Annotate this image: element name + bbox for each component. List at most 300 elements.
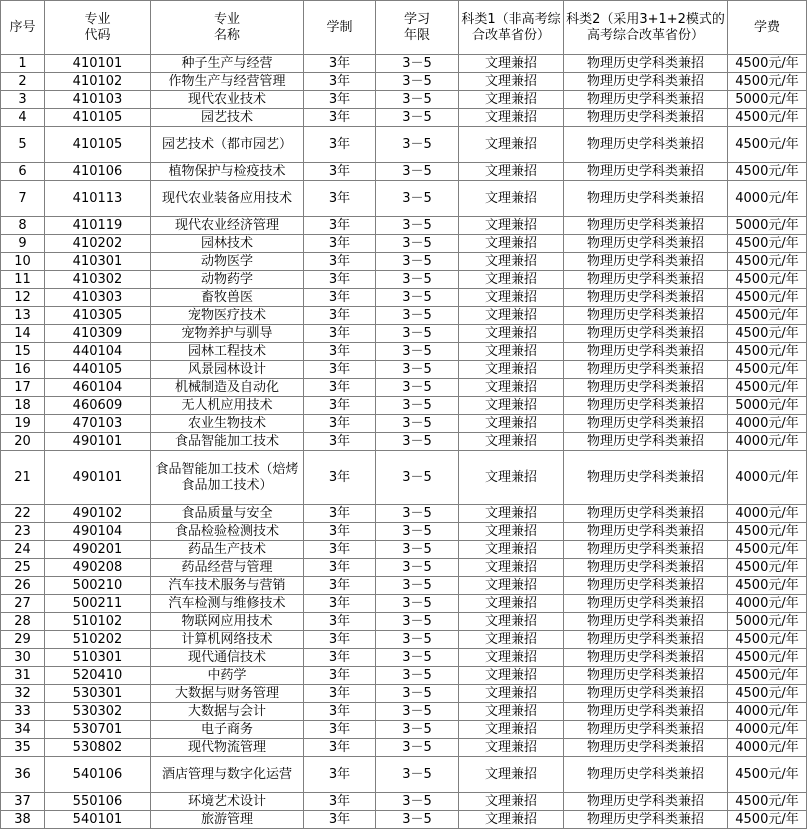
cell-years: 3－5 xyxy=(376,181,459,217)
cell-fee: 4000元/年 xyxy=(728,703,807,721)
table-row xyxy=(1,433,807,451)
cell-category-2: 物理历史学科类兼招 xyxy=(564,793,728,811)
cell-system: 3年 xyxy=(304,685,376,703)
cell-seq: 20 xyxy=(1,433,45,451)
cell-years: 3－5 xyxy=(376,523,459,541)
cell-name: 食品检验检测技术 xyxy=(151,523,304,541)
cell-code: 490104 xyxy=(45,523,151,541)
cell-system: 3年 xyxy=(304,739,376,757)
table-row xyxy=(1,289,807,307)
cell-years: 3－5 xyxy=(376,451,459,505)
cell-fee: 4000元/年 xyxy=(728,739,807,757)
cell-seq: 11 xyxy=(1,271,45,289)
cell-category-2: 物理历史学科类兼招 xyxy=(564,541,728,559)
header-name: 专业 名称 xyxy=(151,1,304,55)
cell-category-1: 文理兼招 xyxy=(459,721,564,739)
cell-name: 风景园林设计 xyxy=(151,361,304,379)
cell-category-2: 物理历史学科类兼招 xyxy=(564,55,728,73)
header-system: 学制 xyxy=(304,1,376,55)
cell-category-1: 文理兼招 xyxy=(459,541,564,559)
header-category-1: 科类1（非高考综合改革省份） xyxy=(459,1,564,55)
cell-fee: 4500元/年 xyxy=(728,325,807,343)
table-row xyxy=(1,577,807,595)
cell-category-1: 文理兼招 xyxy=(459,631,564,649)
cell-category-1: 文理兼招 xyxy=(459,109,564,127)
cell-system: 3年 xyxy=(304,595,376,613)
cell-code: 410105 xyxy=(45,109,151,127)
cell-category-2: 物理历史学科类兼招 xyxy=(564,595,728,613)
cell-name: 大数据与财务管理 xyxy=(151,685,304,703)
cell-fee: 4500元/年 xyxy=(728,55,807,73)
cell-years: 3－5 xyxy=(376,361,459,379)
cell-name: 计算机网络技术 xyxy=(151,631,304,649)
cell-years: 3－5 xyxy=(376,163,459,181)
cell-code: 410101 xyxy=(45,55,151,73)
cell-category-1: 文理兼招 xyxy=(459,739,564,757)
cell-code: 490101 xyxy=(45,451,151,505)
table-row xyxy=(1,55,807,73)
cell-system: 3年 xyxy=(304,541,376,559)
cell-system: 3年 xyxy=(304,559,376,577)
cell-code: 510301 xyxy=(45,649,151,667)
cell-years: 3－5 xyxy=(376,253,459,271)
cell-name: 无人机应用技术 xyxy=(151,397,304,415)
cell-fee: 4000元/年 xyxy=(728,721,807,739)
cell-name: 中药学 xyxy=(151,667,304,685)
cell-name: 种子生产与经营 xyxy=(151,55,304,73)
cell-fee: 4500元/年 xyxy=(728,235,807,253)
cell-years: 3－5 xyxy=(376,433,459,451)
cell-system: 3年 xyxy=(304,325,376,343)
cell-seq: 26 xyxy=(1,577,45,595)
cell-code: 410103 xyxy=(45,91,151,109)
cell-fee: 4000元/年 xyxy=(728,595,807,613)
cell-system: 3年 xyxy=(304,253,376,271)
table-row xyxy=(1,793,807,811)
cell-seq: 28 xyxy=(1,613,45,631)
cell-name: 动物医学 xyxy=(151,253,304,271)
cell-category-2: 物理历史学科类兼招 xyxy=(564,271,728,289)
cell-fee: 4500元/年 xyxy=(728,127,807,163)
cell-category-1: 文理兼招 xyxy=(459,433,564,451)
cell-system: 3年 xyxy=(304,379,376,397)
cell-seq: 19 xyxy=(1,415,45,433)
cell-category-2: 物理历史学科类兼招 xyxy=(564,361,728,379)
cell-name: 园艺技术 xyxy=(151,109,304,127)
cell-system: 3年 xyxy=(304,217,376,235)
cell-category-1: 文理兼招 xyxy=(459,307,564,325)
cell-name: 物联网应用技术 xyxy=(151,613,304,631)
cell-category-2: 物理历史学科类兼招 xyxy=(564,721,728,739)
cell-system: 3年 xyxy=(304,73,376,91)
cell-name: 植物保护与检疫技术 xyxy=(151,163,304,181)
cell-seq: 16 xyxy=(1,361,45,379)
cell-fee: 4500元/年 xyxy=(728,163,807,181)
cell-category-1: 文理兼招 xyxy=(459,55,564,73)
cell-name: 食品智能加工技术 xyxy=(151,433,304,451)
cell-category-1: 文理兼招 xyxy=(459,91,564,109)
cell-category-1: 文理兼招 xyxy=(459,577,564,595)
cell-fee: 4000元/年 xyxy=(728,451,807,505)
table-row xyxy=(1,631,807,649)
cell-category-1: 文理兼招 xyxy=(459,667,564,685)
cell-years: 3－5 xyxy=(376,217,459,235)
cell-category-1: 文理兼招 xyxy=(459,613,564,631)
cell-seq: 5 xyxy=(1,127,45,163)
cell-category-1: 文理兼招 xyxy=(459,163,564,181)
cell-name: 食品智能加工技术（焙烤食品加工技术） xyxy=(151,451,304,505)
cell-fee: 5000元/年 xyxy=(728,91,807,109)
table-row xyxy=(1,451,807,505)
cell-category-2: 物理历史学科类兼招 xyxy=(564,235,728,253)
cell-name: 旅游管理 xyxy=(151,811,304,829)
cell-name: 作物生产与经营管理 xyxy=(151,73,304,91)
cell-code: 410119 xyxy=(45,217,151,235)
cell-system: 3年 xyxy=(304,451,376,505)
cell-name: 机械制造及自动化 xyxy=(151,379,304,397)
cell-fee: 4500元/年 xyxy=(728,757,807,793)
table-row xyxy=(1,343,807,361)
cell-system: 3年 xyxy=(304,415,376,433)
cell-years: 3－5 xyxy=(376,397,459,415)
cell-fee: 4500元/年 xyxy=(728,343,807,361)
cell-code: 490101 xyxy=(45,433,151,451)
cell-code: 410302 xyxy=(45,271,151,289)
cell-name: 酒店管理与数字化运营 xyxy=(151,757,304,793)
cell-system: 3年 xyxy=(304,109,376,127)
cell-seq: 35 xyxy=(1,739,45,757)
header-years: 学习 年限 xyxy=(376,1,459,55)
cell-years: 3－5 xyxy=(376,325,459,343)
cell-seq: 18 xyxy=(1,397,45,415)
cell-category-1: 文理兼招 xyxy=(459,379,564,397)
cell-code: 410309 xyxy=(45,325,151,343)
cell-years: 3－5 xyxy=(376,667,459,685)
cell-name: 药品生产技术 xyxy=(151,541,304,559)
cell-category-2: 物理历史学科类兼招 xyxy=(564,577,728,595)
table-row xyxy=(1,307,807,325)
cell-code: 460609 xyxy=(45,397,151,415)
cell-category-1: 文理兼招 xyxy=(459,793,564,811)
table-row xyxy=(1,685,807,703)
cell-fee: 4500元/年 xyxy=(728,379,807,397)
cell-years: 3－5 xyxy=(376,703,459,721)
cell-name: 园林技术 xyxy=(151,235,304,253)
cell-system: 3年 xyxy=(304,361,376,379)
cell-seq: 30 xyxy=(1,649,45,667)
cell-system: 3年 xyxy=(304,343,376,361)
cell-years: 3－5 xyxy=(376,379,459,397)
cell-years: 3－5 xyxy=(376,595,459,613)
cell-system: 3年 xyxy=(304,613,376,631)
cell-category-1: 文理兼招 xyxy=(459,757,564,793)
cell-code: 490102 xyxy=(45,505,151,523)
cell-category-2: 物理历史学科类兼招 xyxy=(564,289,728,307)
cell-system: 3年 xyxy=(304,163,376,181)
cell-name: 现代农业装备应用技术 xyxy=(151,181,304,217)
cell-code: 490201 xyxy=(45,541,151,559)
cell-system: 3年 xyxy=(304,721,376,739)
cell-category-2: 物理历史学科类兼招 xyxy=(564,505,728,523)
cell-years: 3－5 xyxy=(376,55,459,73)
cell-fee: 4500元/年 xyxy=(728,271,807,289)
cell-code: 410305 xyxy=(45,307,151,325)
cell-category-2: 物理历史学科类兼招 xyxy=(564,217,728,235)
cell-code: 470103 xyxy=(45,415,151,433)
table-row xyxy=(1,523,807,541)
cell-category-2: 物理历史学科类兼招 xyxy=(564,343,728,361)
cell-category-2: 物理历史学科类兼招 xyxy=(564,307,728,325)
cell-code: 410202 xyxy=(45,235,151,253)
cell-category-1: 文理兼招 xyxy=(459,703,564,721)
cell-system: 3年 xyxy=(304,757,376,793)
cell-category-2: 物理历史学科类兼招 xyxy=(564,559,728,577)
cell-seq: 2 xyxy=(1,73,45,91)
cell-name: 现代物流管理 xyxy=(151,739,304,757)
cell-years: 3－5 xyxy=(376,577,459,595)
cell-category-1: 文理兼招 xyxy=(459,235,564,253)
cell-seq: 23 xyxy=(1,523,45,541)
cell-name: 食品质量与安全 xyxy=(151,505,304,523)
cell-seq: 13 xyxy=(1,307,45,325)
cell-code: 410106 xyxy=(45,163,151,181)
cell-fee: 4000元/年 xyxy=(728,505,807,523)
cell-category-2: 物理历史学科类兼招 xyxy=(564,397,728,415)
table-row xyxy=(1,325,807,343)
cell-category-2: 物理历史学科类兼招 xyxy=(564,739,728,757)
cell-category-2: 物理历史学科类兼招 xyxy=(564,649,728,667)
cell-fee: 4000元/年 xyxy=(728,415,807,433)
cell-system: 3年 xyxy=(304,271,376,289)
cell-name: 汽车技术服务与营销 xyxy=(151,577,304,595)
cell-name: 汽车检测与维修技术 xyxy=(151,595,304,613)
cell-name: 现代通信技术 xyxy=(151,649,304,667)
cell-seq: 24 xyxy=(1,541,45,559)
cell-seq: 37 xyxy=(1,793,45,811)
cell-system: 3年 xyxy=(304,505,376,523)
table-row xyxy=(1,127,807,163)
cell-category-2: 物理历史学科类兼招 xyxy=(564,433,728,451)
cell-system: 3年 xyxy=(304,793,376,811)
table-row xyxy=(1,253,807,271)
cell-seq: 12 xyxy=(1,289,45,307)
cell-seq: 14 xyxy=(1,325,45,343)
cell-seq: 31 xyxy=(1,667,45,685)
header-seq: 序号 xyxy=(1,1,45,55)
cell-name: 环境艺术设计 xyxy=(151,793,304,811)
table-row xyxy=(1,109,807,127)
cell-category-2: 物理历史学科类兼招 xyxy=(564,163,728,181)
cell-fee: 4500元/年 xyxy=(728,793,807,811)
cell-code: 410301 xyxy=(45,253,151,271)
cell-system: 3年 xyxy=(304,307,376,325)
cell-category-2: 物理历史学科类兼招 xyxy=(564,667,728,685)
cell-system: 3年 xyxy=(304,523,376,541)
cell-category-1: 文理兼招 xyxy=(459,361,564,379)
table-row xyxy=(1,811,807,829)
cell-name: 动物药学 xyxy=(151,271,304,289)
cell-fee: 4500元/年 xyxy=(728,73,807,91)
cell-category-2: 物理历史学科类兼招 xyxy=(564,415,728,433)
cell-seq: 33 xyxy=(1,703,45,721)
cell-category-2: 物理历史学科类兼招 xyxy=(564,523,728,541)
cell-years: 3－5 xyxy=(376,541,459,559)
cell-seq: 17 xyxy=(1,379,45,397)
cell-years: 3－5 xyxy=(376,811,459,829)
cell-code: 550106 xyxy=(45,793,151,811)
table-row xyxy=(1,559,807,577)
cell-years: 3－5 xyxy=(376,271,459,289)
cell-system: 3年 xyxy=(304,433,376,451)
cell-code: 510102 xyxy=(45,613,151,631)
cell-years: 3－5 xyxy=(376,415,459,433)
cell-fee: 5000元/年 xyxy=(728,397,807,415)
table-row xyxy=(1,361,807,379)
cell-category-1: 文理兼招 xyxy=(459,325,564,343)
table-body xyxy=(1,55,807,829)
cell-seq: 3 xyxy=(1,91,45,109)
cell-category-2: 物理历史学科类兼招 xyxy=(564,109,728,127)
cell-category-2: 物理历史学科类兼招 xyxy=(564,631,728,649)
cell-fee: 4000元/年 xyxy=(728,181,807,217)
cell-years: 3－5 xyxy=(376,109,459,127)
cell-fee: 4500元/年 xyxy=(728,523,807,541)
cell-seq: 8 xyxy=(1,217,45,235)
cell-name: 大数据与会计 xyxy=(151,703,304,721)
cell-code: 530701 xyxy=(45,721,151,739)
table-row xyxy=(1,505,807,523)
cell-category-1: 文理兼招 xyxy=(459,811,564,829)
cell-fee: 5000元/年 xyxy=(728,217,807,235)
cell-name: 畜牧兽医 xyxy=(151,289,304,307)
cell-fee: 4500元/年 xyxy=(728,109,807,127)
cell-category-2: 物理历史学科类兼招 xyxy=(564,181,728,217)
cell-name: 电子商务 xyxy=(151,721,304,739)
cell-code: 510202 xyxy=(45,631,151,649)
cell-category-1: 文理兼招 xyxy=(459,271,564,289)
cell-category-1: 文理兼招 xyxy=(459,397,564,415)
cell-category-1: 文理兼招 xyxy=(459,73,564,91)
cell-category-2: 物理历史学科类兼招 xyxy=(564,451,728,505)
cell-code: 530301 xyxy=(45,685,151,703)
header-category-2: 科类2（采用3+1+2模式的高考综合改革省份） xyxy=(564,1,728,55)
table-row xyxy=(1,235,807,253)
cell-category-1: 文理兼招 xyxy=(459,181,564,217)
table-row xyxy=(1,271,807,289)
cell-fee: 4500元/年 xyxy=(728,541,807,559)
cell-code: 490208 xyxy=(45,559,151,577)
cell-code: 410105 xyxy=(45,127,151,163)
cell-fee: 4500元/年 xyxy=(728,667,807,685)
cell-category-1: 文理兼招 xyxy=(459,505,564,523)
cell-category-2: 物理历史学科类兼招 xyxy=(564,253,728,271)
cell-fee: 4500元/年 xyxy=(728,811,807,829)
cell-system: 3年 xyxy=(304,235,376,253)
cell-code: 410303 xyxy=(45,289,151,307)
cell-fee: 4000元/年 xyxy=(728,433,807,451)
cell-code: 500211 xyxy=(45,595,151,613)
cell-years: 3－5 xyxy=(376,721,459,739)
cell-category-2: 物理历史学科类兼招 xyxy=(564,811,728,829)
cell-system: 3年 xyxy=(304,397,376,415)
table-row xyxy=(1,595,807,613)
cell-category-1: 文理兼招 xyxy=(459,559,564,577)
cell-fee: 4500元/年 xyxy=(728,361,807,379)
cell-code: 410113 xyxy=(45,181,151,217)
cell-category-2: 物理历史学科类兼招 xyxy=(564,379,728,397)
cell-system: 3年 xyxy=(304,181,376,217)
table-row xyxy=(1,73,807,91)
cell-seq: 9 xyxy=(1,235,45,253)
cell-years: 3－5 xyxy=(376,73,459,91)
cell-category-2: 物理历史学科类兼招 xyxy=(564,613,728,631)
cell-fee: 4500元/年 xyxy=(728,577,807,595)
cell-code: 440104 xyxy=(45,343,151,361)
cell-seq: 38 xyxy=(1,811,45,829)
cell-code: 440105 xyxy=(45,361,151,379)
cell-category-2: 物理历史学科类兼招 xyxy=(564,325,728,343)
table-row xyxy=(1,397,807,415)
cell-seq: 7 xyxy=(1,181,45,217)
table-row xyxy=(1,181,807,217)
cell-system: 3年 xyxy=(304,631,376,649)
cell-system: 3年 xyxy=(304,55,376,73)
cell-system: 3年 xyxy=(304,91,376,109)
table-row xyxy=(1,739,807,757)
cell-seq: 15 xyxy=(1,343,45,361)
cell-category-1: 文理兼招 xyxy=(459,685,564,703)
cell-category-1: 文理兼招 xyxy=(459,217,564,235)
header-fee: 学费 xyxy=(728,1,807,55)
cell-years: 3－5 xyxy=(376,235,459,253)
cell-years: 3－5 xyxy=(376,343,459,361)
cell-code: 540101 xyxy=(45,811,151,829)
table-row xyxy=(1,667,807,685)
cell-seq: 25 xyxy=(1,559,45,577)
table-row xyxy=(1,217,807,235)
cell-name: 宠物养护与驯导 xyxy=(151,325,304,343)
cell-category-1: 文理兼招 xyxy=(459,451,564,505)
table-row xyxy=(1,721,807,739)
cell-fee: 5000元/年 xyxy=(728,613,807,631)
cell-category-2: 物理历史学科类兼招 xyxy=(564,73,728,91)
table-row xyxy=(1,613,807,631)
cell-category-1: 文理兼招 xyxy=(459,253,564,271)
cell-fee: 4500元/年 xyxy=(728,559,807,577)
cell-category-1: 文理兼招 xyxy=(459,595,564,613)
cell-seq: 34 xyxy=(1,721,45,739)
cell-name: 园艺技术（都市园艺） xyxy=(151,127,304,163)
cell-years: 3－5 xyxy=(376,91,459,109)
cell-fee: 4500元/年 xyxy=(728,631,807,649)
cell-seq: 4 xyxy=(1,109,45,127)
cell-seq: 32 xyxy=(1,685,45,703)
cell-years: 3－5 xyxy=(376,739,459,757)
cell-seq: 21 xyxy=(1,451,45,505)
cell-name: 农业生物技术 xyxy=(151,415,304,433)
cell-seq: 6 xyxy=(1,163,45,181)
cell-system: 3年 xyxy=(304,127,376,163)
table-row xyxy=(1,91,807,109)
cell-years: 3－5 xyxy=(376,793,459,811)
table-row xyxy=(1,703,807,721)
cell-system: 3年 xyxy=(304,703,376,721)
table-row xyxy=(1,379,807,397)
cell-seq: 22 xyxy=(1,505,45,523)
cell-system: 3年 xyxy=(304,289,376,307)
cell-system: 3年 xyxy=(304,577,376,595)
cell-category-2: 物理历史学科类兼招 xyxy=(564,127,728,163)
